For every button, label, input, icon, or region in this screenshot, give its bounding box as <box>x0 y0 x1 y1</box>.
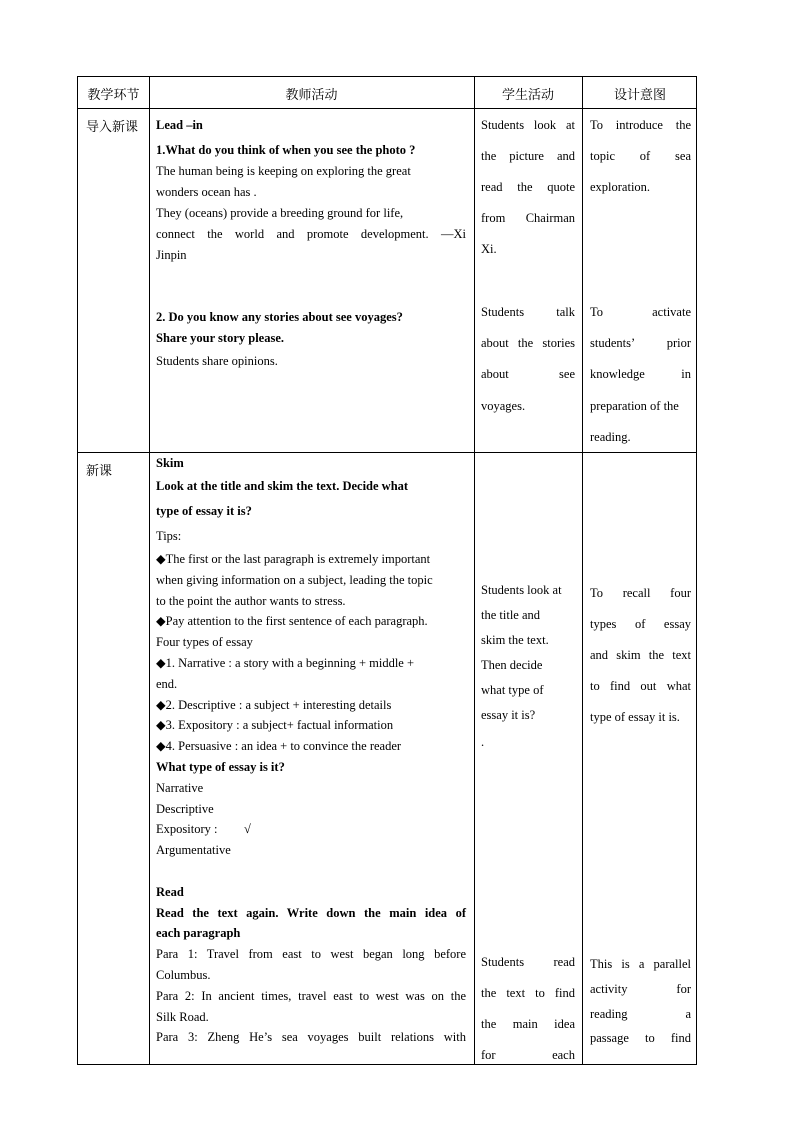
quote-line: connect the world and promote development. —Xi <box>156 227 466 241</box>
para-main-idea: Para 2: In ancient times, travel east to west was on the <box>156 989 466 1003</box>
student-line: the picture and <box>481 149 575 163</box>
column-divider <box>149 77 150 1064</box>
student-line: read the quote <box>481 180 575 194</box>
student-line: from Chairman <box>481 211 575 225</box>
essay-type-question: What type of essay is it? <box>156 760 285 774</box>
skim-question: Look at the title and skim the text. Decide what <box>156 479 409 493</box>
student-line: Students read <box>481 955 575 969</box>
essay-types-title: Four types of essay <box>156 635 253 649</box>
leadin-text-line: The human being is keeping on exploring the great <box>156 164 411 178</box>
purpose-line: type of essay it is. <box>590 710 680 724</box>
student-line: Xi. <box>481 242 497 256</box>
student-line: the text to find <box>481 986 575 1000</box>
purpose-line: passage to find <box>590 1031 691 1045</box>
student-line: Then decide <box>481 658 543 672</box>
leadin-question-2: 2. Do you know any stories about see voyages? <box>156 310 403 324</box>
purpose-line: knowledge in <box>590 367 691 381</box>
stage-intro: 导入新课 <box>86 120 139 135</box>
row-divider <box>78 108 696 109</box>
student-line: voyages. <box>481 399 526 413</box>
quote-line: They (oceans) provide a breeding ground for life, <box>156 206 404 220</box>
purpose-line: types of essay <box>590 617 691 631</box>
student-line: essay it is? <box>481 708 536 722</box>
column-divider <box>582 77 583 1064</box>
student-line: Students look at <box>481 118 575 132</box>
header-student-activity: 学生活动 <box>501 88 554 103</box>
leadin-question-1: 1.What do you think of when you see the photo ? <box>156 143 416 157</box>
tip-line: ◆Pay attention to the first sentence of each paragraph. <box>156 614 428 628</box>
read-question: Read the text again. Write down the main idea of <box>156 906 466 920</box>
header-design-purpose: 设计意图 <box>613 88 666 103</box>
skim-title: Skim <box>156 456 184 470</box>
purpose-line: students’ prior <box>590 336 691 350</box>
purpose-line: and skim the text <box>590 648 691 662</box>
essay-type-line: ◆1. Narrative : a story with a beginning + middle + <box>156 656 415 670</box>
student-line: the main idea <box>481 1017 575 1031</box>
purpose-line: reading. <box>590 430 631 444</box>
header-stage: 教学环节 <box>87 88 140 103</box>
student-line: for each <box>481 1048 575 1062</box>
column-divider <box>474 77 475 1064</box>
purpose-line: activity for <box>590 982 691 996</box>
para-main-idea: Silk Road. <box>156 1010 209 1024</box>
tips-label: Tips: <box>156 529 182 543</box>
stage-new-lesson: 新课 <box>86 464 113 479</box>
essay-type-line: ◆4. Persuasive : an idea + to convince the reader <box>156 739 402 753</box>
essay-option: Argumentative <box>156 843 231 857</box>
essay-type-line: ◆2. Descriptive : a subject + interesting details <box>156 698 392 712</box>
student-line: Students look at <box>481 583 562 597</box>
student-line: skim the text. <box>481 633 549 647</box>
purpose-line: To introduce the <box>590 118 691 132</box>
student-line: the title and <box>481 608 541 622</box>
student-line: about the stories <box>481 336 575 350</box>
lesson-plan-table <box>77 76 697 1065</box>
essay-option: Descriptive <box>156 802 214 816</box>
purpose-line: exploration. <box>590 180 651 194</box>
essay-type-line: end. <box>156 677 178 691</box>
para-main-idea: Para 3: Zheng He’s sea voyages built relations with <box>156 1030 466 1044</box>
header-teacher-activity: 教师活动 <box>285 88 338 103</box>
purpose-line: preparation of the <box>590 399 679 413</box>
leadin-text-line: wonders ocean has . <box>156 185 257 199</box>
leadin-share-text: Students share opinions. <box>156 354 278 368</box>
student-line: about see <box>481 367 575 381</box>
read-title: Read <box>156 885 184 899</box>
para-main-idea: Para 1: Travel from east to west began long before <box>156 947 466 961</box>
tip-line: to the point the author wants to stress. <box>156 594 346 608</box>
purpose-line: To recall four <box>590 586 691 600</box>
purpose-line: reading a <box>590 1007 691 1021</box>
student-line: . <box>481 735 485 749</box>
leadin-title: Lead –in <box>156 118 203 132</box>
para-main-idea: Columbus. <box>156 968 211 982</box>
read-question-cont: each paragraph <box>156 926 241 940</box>
tip-line: when giving information on a subject, leading the topic <box>156 573 433 587</box>
purpose-line: topic of sea <box>590 149 691 163</box>
tip-line: ◆The first or the last paragraph is extremely important <box>156 552 431 566</box>
purpose-line: to find out what <box>590 679 691 693</box>
essay-option: Narrative <box>156 781 204 795</box>
quote-line: Jinpin <box>156 248 187 262</box>
check-mark-icon: √ <box>244 822 251 836</box>
leadin-question-2-cont: Share your story please. <box>156 331 285 345</box>
purpose-line: This is a parallel <box>590 957 691 971</box>
essay-type-line: ◆3. Expository : a subject+ factual information <box>156 718 394 732</box>
essay-option: Expository : <box>156 822 218 836</box>
student-line: Students talk <box>481 305 575 319</box>
purpose-line: To activate <box>590 305 691 319</box>
student-line: what type of <box>481 683 544 697</box>
skim-question-cont: type of essay it is? <box>156 504 252 518</box>
